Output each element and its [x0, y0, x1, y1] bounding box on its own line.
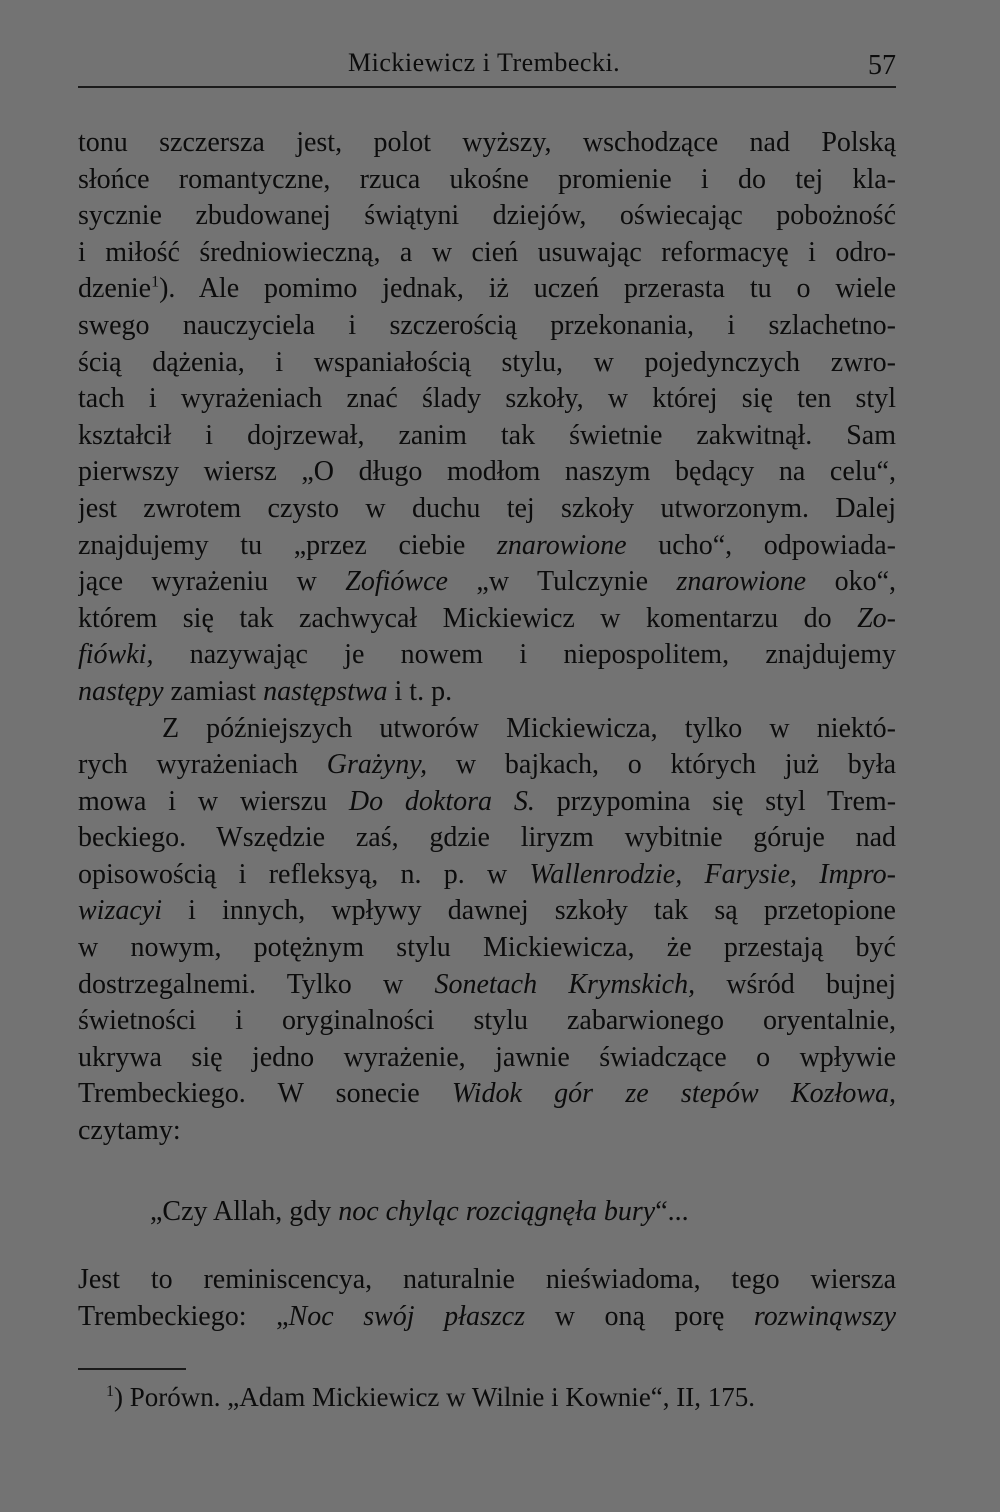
italic-text: następy: [78, 675, 164, 707]
italic-text: Wallenrodzie, Farysie, Impro-: [529, 858, 896, 890]
text-line: tach i wyrażeniach znać ślady szkoły, w której się ten styl: [78, 383, 896, 415]
text-line: następy zamiast następstwa i t. p.: [78, 675, 453, 707]
text-line: wizacyi i innych, wpływy dawnej szkoły tak są przetopione: [78, 895, 896, 927]
text-line: i miłość średniowieczną, a w cień usuwając reformacyę i odro-: [78, 236, 896, 268]
italic-text: rozwinąwszy: [753, 1300, 896, 1332]
text-line: rych wyrażeniach Grażyny, w bajkach, o których już była: [78, 749, 896, 781]
italic-text: znarowione: [496, 529, 627, 561]
italic-text: Grażyny,: [326, 749, 428, 781]
running-title: Mickiewicz i Trembecki.: [348, 48, 621, 77]
text-line: Jest to reminiscencya, naturalnie nieświadoma, tego wiersza: [78, 1264, 896, 1295]
text-line: kształcił i dojrzewał, zanim tak świetnie zakwitnął. Sam: [78, 419, 896, 451]
header-rule: [78, 86, 896, 88]
page-header: [78, 42, 896, 82]
text-line: dzenie$^1$). Ale pomimo jednak, iż uczeń przerasta tu o wiele: [78, 273, 896, 305]
italic-text: Do doktora S.: [348, 785, 535, 817]
text-line: sycznie zbudowanej świątyni dziejów, oświecając pobożność: [78, 200, 896, 232]
text-line: Z późniejszych utworów Mickiewicza, tylko w niektó-: [162, 712, 896, 744]
footnote-marker: 1: [151, 274, 160, 292]
italic-text: noc chyląc rozciągnęła bury: [338, 1196, 656, 1227]
text-line: fiówki, nazywając je nowem i niepospolitem, znajdujemy: [78, 639, 896, 671]
italic-text: Zo-: [857, 602, 896, 634]
text-line: w nowym, potężnym stylu Mickiewicza, że przestają być: [78, 932, 896, 964]
italic-text: Sonetach Krymskich,: [434, 968, 696, 1000]
text-line: jące wyrażeniu w Zofiówce „w Tulczynie znarowione oko“,: [78, 566, 896, 598]
text-line: beckiego. Wszędzie zaś, gdzie liryzm wybitnie góruje nad: [78, 822, 896, 854]
italic-text: Widok gór ze stepów Kozłowa,: [451, 1078, 896, 1110]
footnote-marker: 1: [106, 1383, 114, 1400]
italic-text: fiówki,: [78, 639, 154, 671]
italic-text: wizacyi: [78, 895, 162, 927]
main-text: [78, 125, 896, 1150]
text-line: Trembeckiego: „Noc swój płaszcz w oną porę rozwinąwszy: [78, 1300, 896, 1332]
italic-text: Zofiówce: [345, 566, 448, 598]
italic-text: następstwa: [263, 675, 388, 707]
text-line: pierwszy wiersz „O długo modłom naszym będący na celu“,: [78, 456, 896, 488]
text-line: swego nauczyciela i szczerością przekonania, i szlachetno-: [78, 309, 896, 341]
page-number: 57: [868, 50, 896, 81]
text-line: znajdujemy tu „przez ciebie znarowione ucho“, odpowiada-: [78, 529, 896, 561]
text-line: czytamy:: [78, 1115, 181, 1147]
text-line: jest zwrotem czysto w duchu tej szkoły utworzonym. Dalej: [78, 492, 896, 524]
text-line: ukrywa się jedno wyrażenie, jawnie świadczące o wpływie: [78, 1041, 896, 1073]
footnote-rule: [78, 1368, 186, 1370]
text-line: świetności i oryginalności stylu zabarwionego oryentalnie,: [78, 1005, 896, 1037]
text-line: opisowością i refleksyą, n. p. w Wallenrodzie, Farysie, Impro-: [78, 858, 896, 890]
text-line: Trembeckiego. W sonecie Widok gór ze stepów Kozłowa,: [78, 1078, 896, 1110]
text-line: dostrzegalnemi. Tylko w Sonetach Krymskich, wśród bujnej: [78, 968, 896, 1000]
text-line: tonu szczersza jest, polot wyższy, wschodzące nad Polską: [78, 127, 896, 158]
italic-text: znarowione: [676, 566, 807, 598]
text-line: ścią dążenia, i wspaniałością stylu, w pojedynczych zwro-: [78, 346, 896, 378]
text-line: słońce romantyczne, rzuca ukośne promienie i do tej kla-: [78, 163, 896, 195]
italic-text: Noc swój płaszcz: [288, 1300, 526, 1332]
text-after-quote: [78, 1262, 896, 1335]
text-line: mowa i w wierszu Do doktora S. przypomina się styl Trem-: [78, 785, 896, 817]
text-line: którem się tak zachwycał Mickiewicz w komentarzu do Zo-: [78, 602, 896, 634]
footnote: $^1$) Porówn. „Adam Mickiewicz w Wilnie i Kownie“, II, 175.: [106, 1382, 756, 1412]
quotation: „Czy Allah, gdy noc chyląc rozciągnęła bury“...: [150, 1196, 689, 1227]
